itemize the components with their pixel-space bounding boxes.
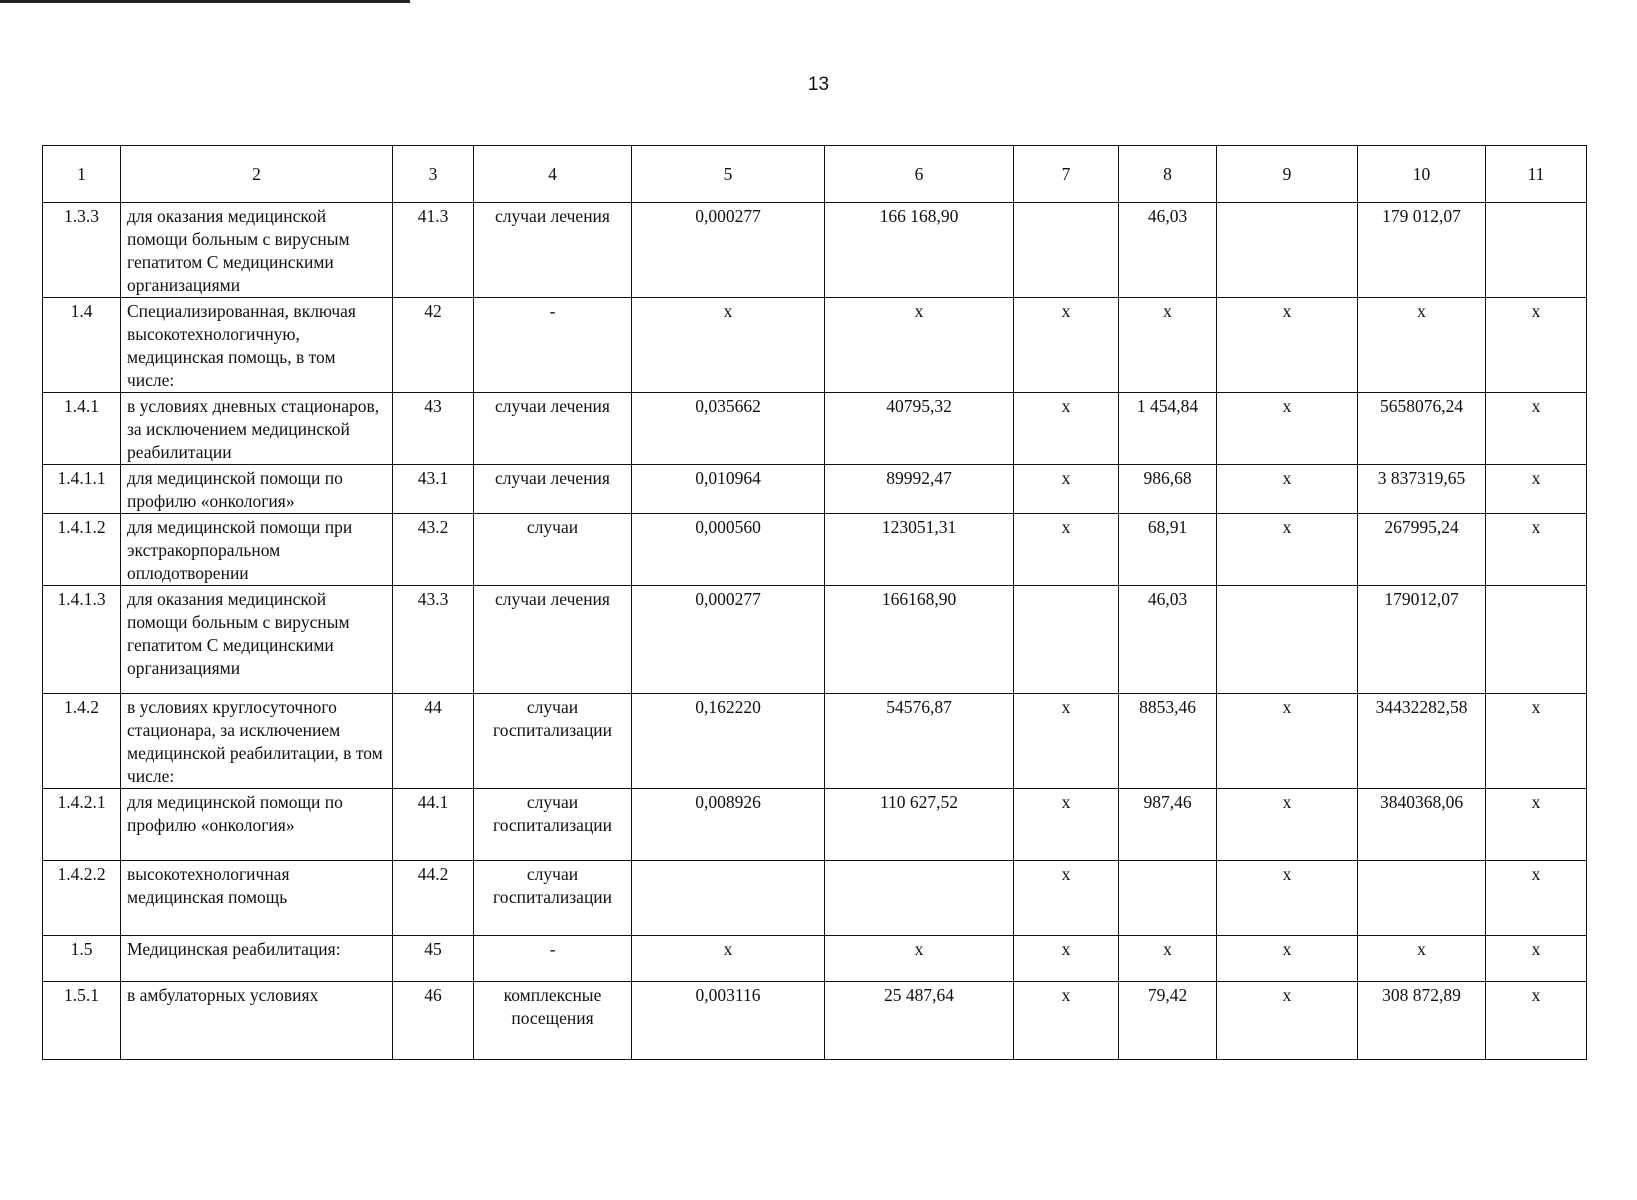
row-number-cell: 1.3.3 [43,203,121,298]
row-col9-cell [1217,203,1358,298]
row-col11-cell: х [1486,789,1587,861]
table-row [43,586,1587,694]
row-unit-cell: случаи [474,514,632,586]
row-col7-cell: х [1014,789,1119,861]
header-cell: 1 [43,146,121,203]
row-col8-cell: 46,03 [1119,203,1217,298]
row-number-cell: 1.4.1 [43,393,121,465]
row-col10-cell [1358,861,1486,936]
row-col6-cell: 166168,90 [825,586,1014,694]
row-name-cell: для оказания медицинской помощи больным с вирусным гепатитом С медицинскими организациями [121,586,393,694]
row-name-cell: в условиях круглосуточного стационара, за исключением медицинской реабилитации, в том числе: [121,694,393,789]
row-number-cell: 1.5 [43,936,121,982]
row-col7-cell [1014,203,1119,298]
row-number-cell: 1.4.2 [43,694,121,789]
row-col9-cell: х [1217,298,1358,393]
row-col6-cell: 54576,87 [825,694,1014,789]
row-number-cell: 1.5.1 [43,982,121,1060]
header-cell: 4 [474,146,632,203]
row-line-code-cell: 44 [393,694,474,789]
row-number-cell: 1.4.1.3 [43,586,121,694]
row-col10-cell: х [1358,936,1486,982]
table-row [43,514,1587,586]
row-col7-cell: х [1014,694,1119,789]
row-col10-cell: 3840368,06 [1358,789,1486,861]
row-name-cell: высокотехнологичная медицинская помощь [121,861,393,936]
scan-top-line [0,0,410,3]
row-col10-cell: 267995,24 [1358,514,1486,586]
row-col5-cell: 0,162220 [632,694,825,789]
row-unit-cell: случаи лечения [474,393,632,465]
row-line-code-cell: 43.1 [393,465,474,514]
row-name-cell: Медицинская реабилитация: [121,936,393,982]
row-col7-cell: х [1014,861,1119,936]
row-col7-cell: х [1014,982,1119,1060]
row-number-cell: 1.4.2.2 [43,861,121,936]
row-col8-cell: 46,03 [1119,586,1217,694]
table-row [43,982,1587,1060]
header-cell: 7 [1014,146,1119,203]
page-number: 13 [807,74,830,95]
row-col8-cell [1119,861,1217,936]
table-row [43,861,1587,936]
data-table [42,145,1587,1060]
row-line-code-cell: 44.1 [393,789,474,861]
row-col5-cell: 0,000277 [632,586,825,694]
row-number-cell: 1.4.1.1 [43,465,121,514]
header-cell: 3 [393,146,474,203]
row-col9-cell [1217,586,1358,694]
header-cell: 5 [632,146,825,203]
row-col10-cell: 34432282,58 [1358,694,1486,789]
row-col6-cell: 89992,47 [825,465,1014,514]
row-col9-cell: х [1217,936,1358,982]
row-col11-cell: х [1486,936,1587,982]
table-row [43,694,1587,789]
row-col10-cell: 179 012,07 [1358,203,1486,298]
row-col5-cell: 0,000560 [632,514,825,586]
header-cell: 8 [1119,146,1217,203]
row-col6-cell: 166 168,90 [825,203,1014,298]
row-line-code-cell: 42 [393,298,474,393]
row-col5-cell [632,861,825,936]
row-name-cell: для медицинской помощи по профилю «онкология» [121,789,393,861]
row-unit-cell: - [474,298,632,393]
row-number-cell: 1.4.1.2 [43,514,121,586]
row-col7-cell: х [1014,393,1119,465]
row-line-code-cell: 43.2 [393,514,474,586]
row-col9-cell: х [1217,514,1358,586]
row-col7-cell: х [1014,298,1119,393]
table-header-row [43,146,1587,203]
row-col10-cell: х [1358,298,1486,393]
row-col5-cell: 0,003116 [632,982,825,1060]
table-row [43,203,1587,298]
row-col5-cell: х [632,298,825,393]
row-name-cell: для оказания медицинской помощи больным с вирусным гепатитом С медицинскими организациями [121,203,393,298]
row-col5-cell: 0,008926 [632,789,825,861]
row-unit-cell: комплексные посещения [474,982,632,1060]
row-name-cell: в условиях дневных стационаров, за исключением медицинской реабилитации [121,393,393,465]
row-col10-cell: 308 872,89 [1358,982,1486,1060]
row-col9-cell: х [1217,982,1358,1060]
table-row [43,465,1587,514]
row-col11-cell: х [1486,694,1587,789]
row-unit-cell: случаи госпитализации [474,694,632,789]
row-line-code-cell: 45 [393,936,474,982]
row-col8-cell: 8853,46 [1119,694,1217,789]
row-col9-cell: х [1217,789,1358,861]
header-cell: 9 [1217,146,1358,203]
row-name-cell: в амбулаторных условиях [121,982,393,1060]
row-name-cell: Специализированная, включая высокотехнологичную, медицинская помощь, в том числе: [121,298,393,393]
row-col10-cell: 5658076,24 [1358,393,1486,465]
row-name-cell: для медицинской помощи при экстракорпоральном оплодотворении [121,514,393,586]
row-col9-cell: х [1217,694,1358,789]
row-line-code-cell: 44.2 [393,861,474,936]
row-col8-cell: х [1119,936,1217,982]
row-col8-cell: 68,91 [1119,514,1217,586]
row-col5-cell: 0,000277 [632,203,825,298]
row-col11-cell: х [1486,861,1587,936]
row-line-code-cell: 46 [393,982,474,1060]
row-col10-cell: 3 837319,65 [1358,465,1486,514]
row-col11-cell: х [1486,465,1587,514]
row-col6-cell: х [825,936,1014,982]
row-col7-cell [1014,586,1119,694]
row-name-cell: для медицинской помощи по профилю «онкология» [121,465,393,514]
row-col10-cell: 179012,07 [1358,586,1486,694]
row-line-code-cell: 43 [393,393,474,465]
row-col8-cell: 79,42 [1119,982,1217,1060]
row-col11-cell: х [1486,393,1587,465]
row-col7-cell: х [1014,465,1119,514]
row-col11-cell: х [1486,514,1587,586]
row-col8-cell: х [1119,298,1217,393]
row-col5-cell: 0,035662 [632,393,825,465]
row-col9-cell: х [1217,393,1358,465]
row-col11-cell: х [1486,982,1587,1060]
row-col6-cell: 25 487,64 [825,982,1014,1060]
row-col8-cell: 1 454,84 [1119,393,1217,465]
table-row [43,393,1587,465]
header-cell: 11 [1486,146,1587,203]
header-cell: 6 [825,146,1014,203]
row-col6-cell: 123051,31 [825,514,1014,586]
row-unit-cell: случаи госпитализации [474,789,632,861]
row-unit-cell: случаи лечения [474,586,632,694]
row-col6-cell: х [825,298,1014,393]
row-number-cell: 1.4.2.1 [43,789,121,861]
table-row [43,789,1587,861]
row-col9-cell: х [1217,465,1358,514]
row-unit-cell: случаи госпитализации [474,861,632,936]
row-col8-cell: 987,46 [1119,789,1217,861]
row-unit-cell: случаи лечения [474,465,632,514]
row-col6-cell: 110 627,52 [825,789,1014,861]
row-unit-cell: случаи лечения [474,203,632,298]
row-col8-cell: 986,68 [1119,465,1217,514]
row-col11-cell [1486,586,1587,694]
row-unit-cell: - [474,936,632,982]
row-col5-cell: х [632,936,825,982]
row-col5-cell: 0,010964 [632,465,825,514]
row-col6-cell [825,861,1014,936]
row-col9-cell: х [1217,861,1358,936]
table-row [43,298,1587,393]
header-cell: 10 [1358,146,1486,203]
row-number-cell: 1.4 [43,298,121,393]
header-cell: 2 [121,146,393,203]
row-col11-cell [1486,203,1587,298]
row-line-code-cell: 41.3 [393,203,474,298]
table-row [43,936,1587,982]
row-col7-cell: х [1014,514,1119,586]
row-col11-cell: х [1486,298,1587,393]
row-col7-cell: х [1014,936,1119,982]
row-line-code-cell: 43.3 [393,586,474,694]
row-col6-cell: 40795,32 [825,393,1014,465]
